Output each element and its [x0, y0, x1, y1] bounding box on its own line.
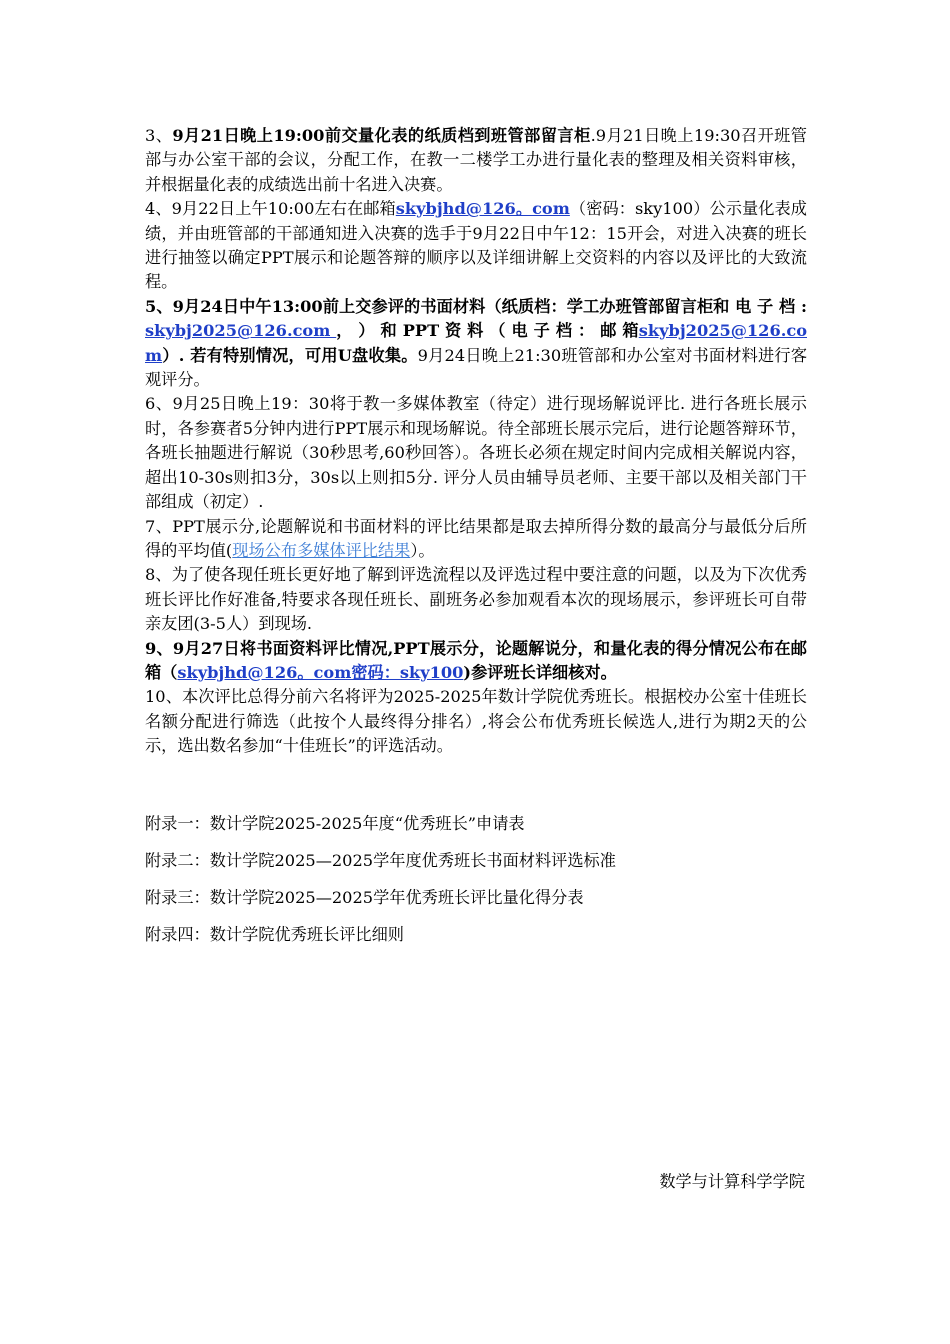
item-3-bold: 9月21日晚上19:00前交量化表的纸质档到班管部留言柜	[172, 126, 591, 145]
item-4-text: （密码：sky100）公示量化表成绩，并由班管部的干部通知进入决赛的选手于9月22日中午12：15开会，对进入决赛的班长进行抽签以确定PPT展示和论题答辩的顺序以及详细讲解上交资料的内容以及评比的大致流程。	[145, 199, 807, 292]
item-7	[145, 515, 807, 564]
email-link[interactable]: skybj2025@126.com	[145, 321, 337, 341]
item-5-text: 9月24日晚上21:30班管部和办公室对书面材料进行客观评分。	[145, 345, 808, 390]
appendix-3: 附录三：数计学院2025—2025学年优秀班长评比量化得分表	[145, 888, 584, 907]
appendix-1: 附录一：数计学院2025-2025年度“优秀班长”申请表	[145, 814, 525, 833]
item-3	[145, 124, 807, 197]
item-6: 6、9月25日晚上19：30将于教一多媒体教室（待定）进行现场解说评比. 进行各班长展示时，各参赛者5分钟内进行PPT展示和现场解说。待全部班长展示完后，进行论题答辩环节，各班长抽题进行解说（30秒思考,60秒回答）。各班长必须在规定时间内完成相关解说内容，超出10-30s则扣3分，30s以上则扣5分. 评分人员由辅导员老师、主要干部以及相关部门干部组成（初定）.	[145, 394, 807, 512]
item-5-bold-tail: ）. 若有特别情况，可用U盘收集。	[162, 345, 418, 365]
item-7-tail: ）。	[410, 540, 435, 560]
item-4-lead: 4、9月22日上午10:00左右在邮箱	[145, 199, 396, 219]
item-9	[145, 637, 807, 686]
item-3-text: .9月21日晚上19:30召开班管部与办公室干部的会议，分配工作，在教一二楼学工办进行量化表的整理及相关资料审核，并根据量化表的成绩选出前十名进入决赛。	[145, 126, 807, 194]
item-4	[145, 197, 807, 295]
item-9-bold-lead: 9、9月27日将书面资料评比情况,PPT展示分，论题解说分，和量化表的得分情况公布在邮箱（	[145, 638, 807, 682]
email-link[interactable]: skybjhd@126。com	[395, 199, 570, 219]
item-9-bold-tail: )参评班长详细核对。	[463, 662, 617, 682]
item-5	[145, 295, 807, 393]
item-3-number: 3、	[145, 126, 173, 145]
email-link[interactable]: skybjhd@126。com密码：sky100	[177, 662, 464, 682]
appendix-2: 附录二：数计学院2025—2025学年度优秀班长书面材料评选标准	[145, 851, 616, 870]
item-5-bold-lead: 5、9月24日中午13:00前上交参评的书面材料（纸质档：学工办班管部留言柜和 电 子 档 :	[145, 296, 807, 316]
appendix-4: 附录四：数计学院优秀班长评比细则	[145, 925, 404, 944]
item-5-bold-mid: ， ） 和 PPT 资 料 （ 电 子 档 ： 邮 箱	[336, 321, 639, 341]
footer-signature: 数学与计算科学学院	[659, 1172, 805, 1191]
email-link[interactable]: skybj2025@126.com	[145, 321, 807, 365]
item-7-text: 7、PPT展示分,论题解说和书面材料的评比结果都是取去掉所得分数的最高分与最低分后所得的平均值(	[145, 516, 807, 560]
results-link[interactable]: 现场公布多媒体评比结果	[232, 540, 411, 560]
document-body	[145, 124, 807, 759]
item-10: 10、本次评比总得分前六名将评为2025-2025年数计学院优秀班长。根据校办公室十佳班长名额分配进行筛选（此按个人最终得分排名）,将会公布优秀班长候选人,进行为期2天的公示，选出数名参加“十佳班长”的评选活动。	[145, 687, 807, 756]
item-8: 8、为了使各现任班长更好地了解到评选流程以及评选过程中要注意的问题，以及为下次优秀班长评比作好准备,特要求各现任班长、副班务必参加观看本次的现场展示，参评班长可自带亲友团(3-5人）到现场.	[145, 565, 807, 634]
